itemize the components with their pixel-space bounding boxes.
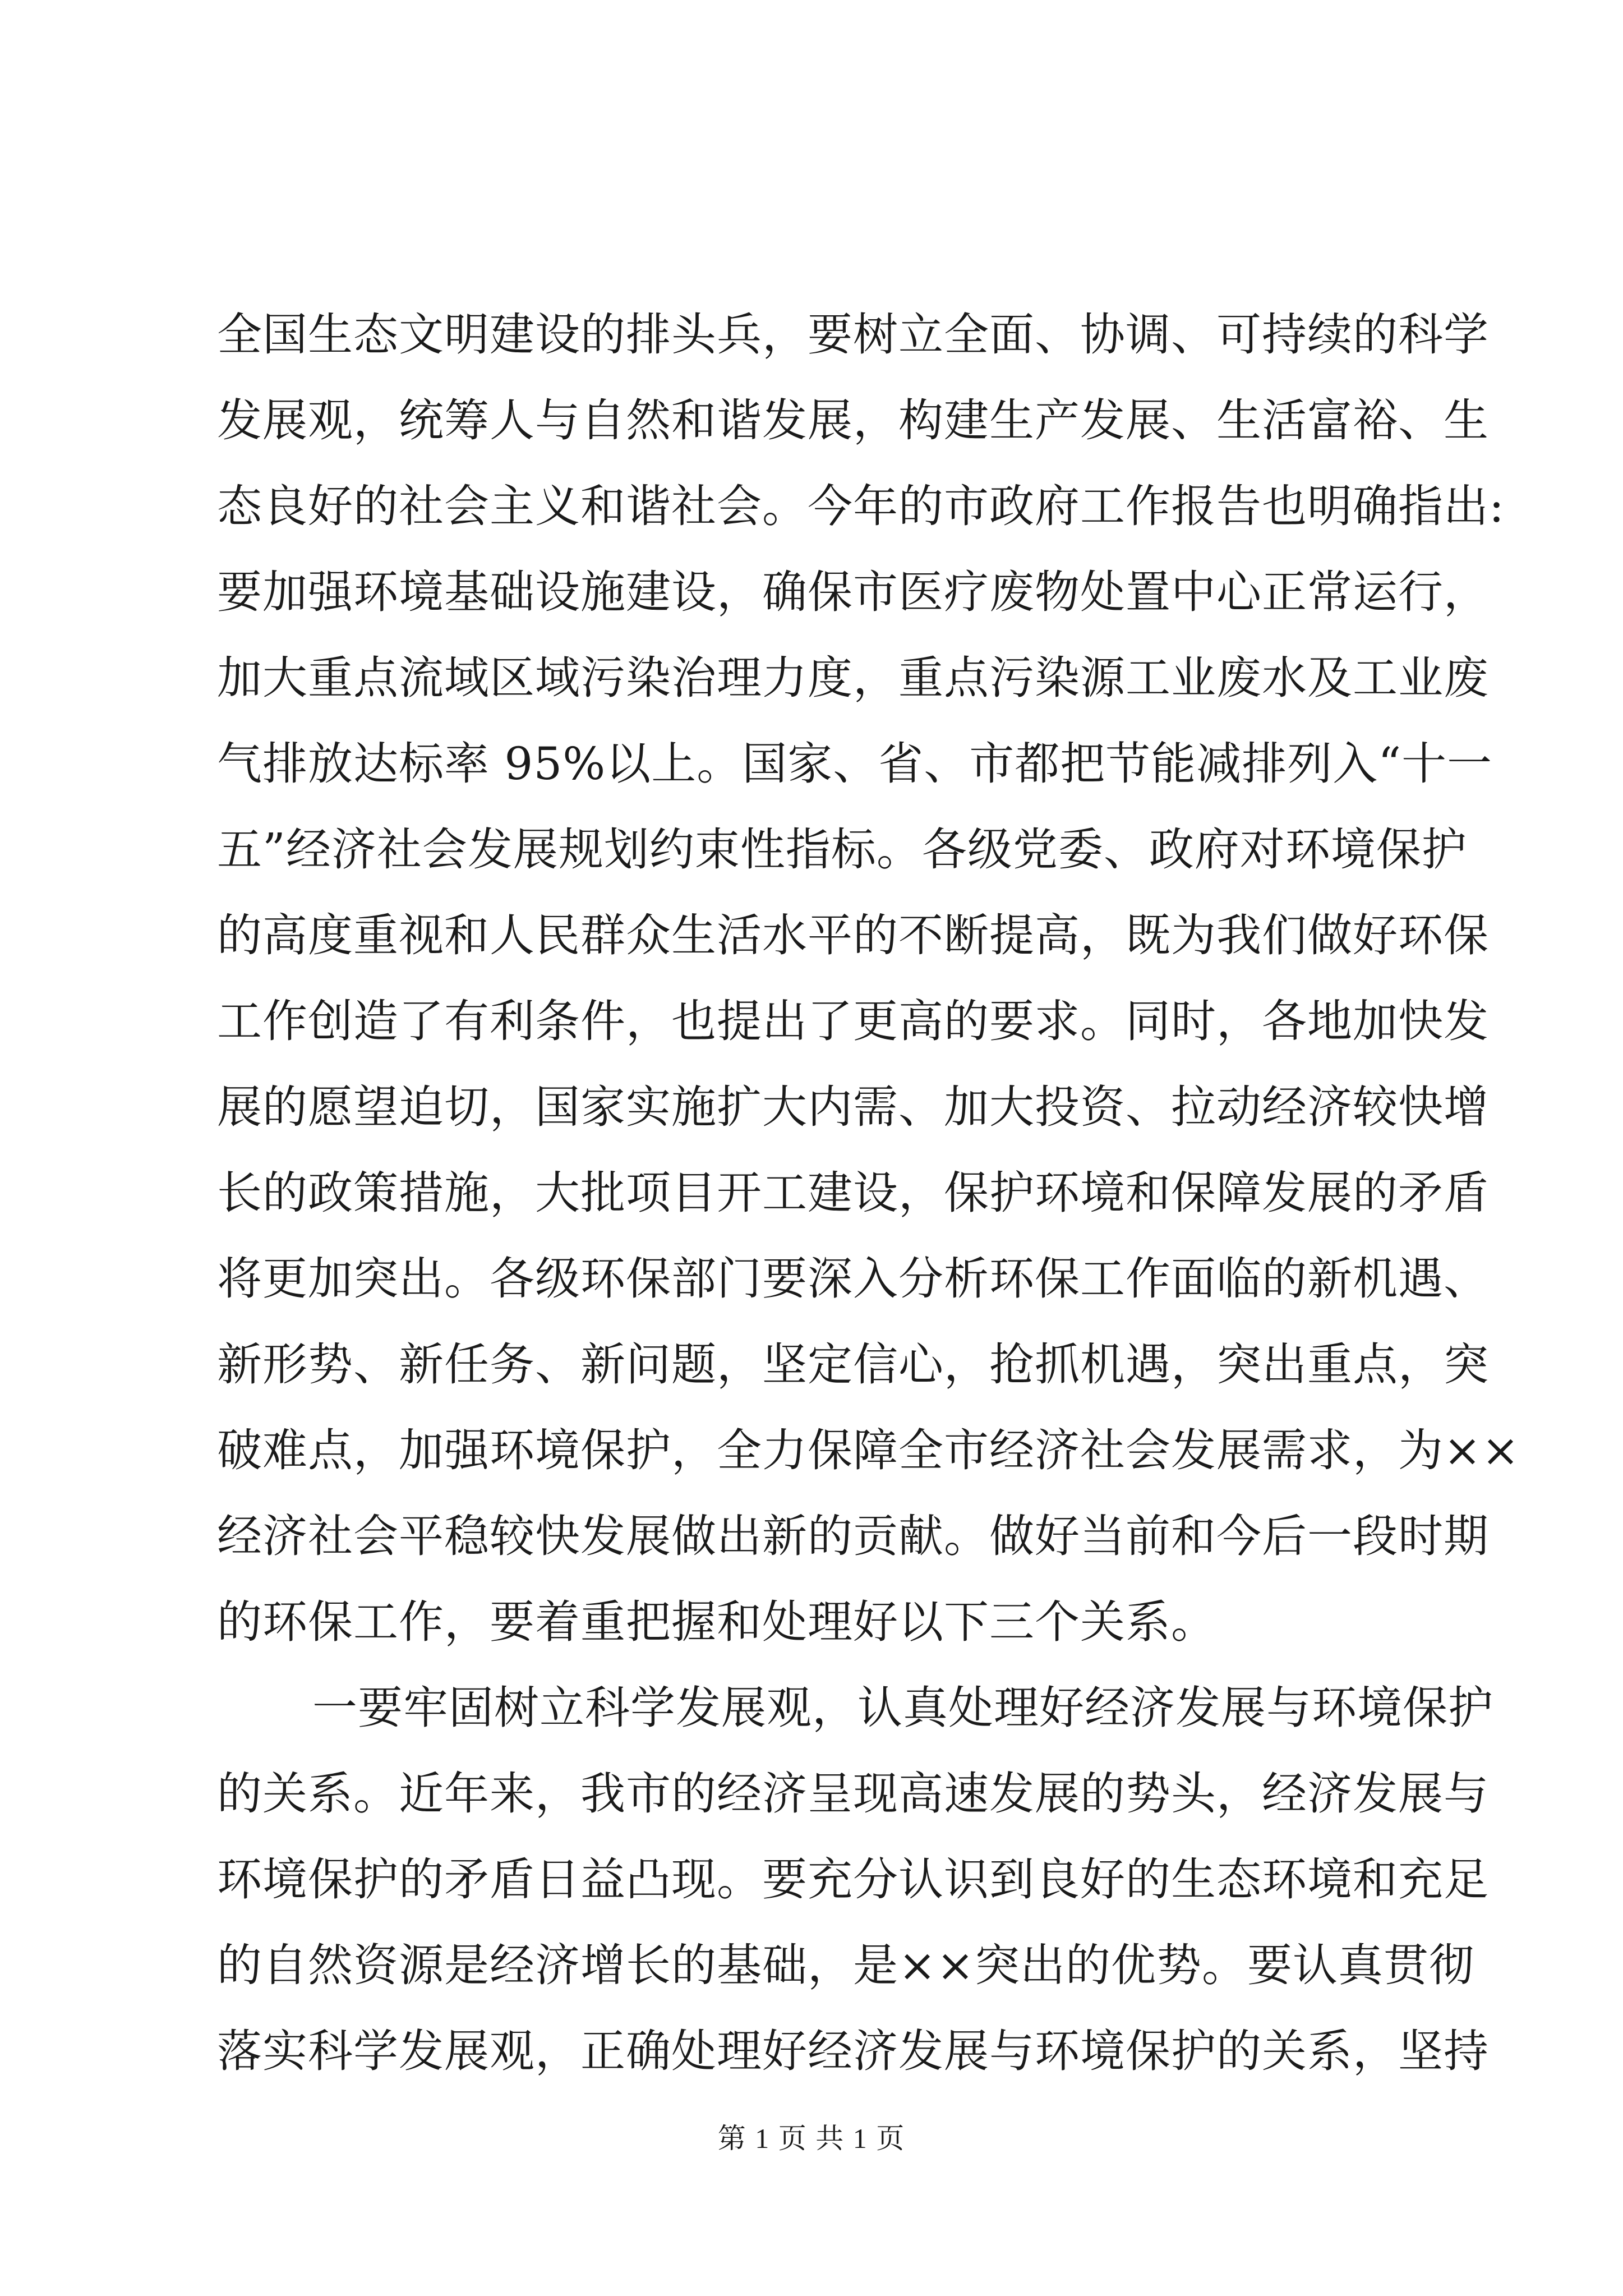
body-text: [217, 292, 1520, 2094]
text-line: 加大重点流域区域污染治理力度，重点污染源工业废水及工业废: [217, 652, 1489, 704]
text-line: 态良好的社会主义和谐社会。今年的市政府工作报告也明确指出:: [217, 480, 1505, 532]
text-line: 全国生态文明建设的排头兵，要树立全面、协调、可持续的科学: [217, 309, 1489, 361]
text-line: 破难点，加强环境保护，全力保障全市经济社会发展需求，为××: [217, 1424, 1520, 1476]
text-line: 经济社会平稳较快发展做出新的贡献。做好当前和今后一段时期: [217, 1510, 1489, 1562]
text-line: 一要牢固树立科学发展观，认真处理好经济发展与环境保护: [312, 1682, 1493, 1734]
text-line: 展的愿望迫切，国家实施扩大内需、加大投资、拉动经济较快增: [217, 1081, 1489, 1133]
text-line: 工作创造了有利条件，也提出了更高的要求。同时，各地加快发: [217, 995, 1489, 1047]
text-line: 环境保护的矛盾日益凸现。要充分认识到良好的生态环境和充足: [217, 1853, 1489, 1906]
text-line: 将更加突出。各级环保部门要深入分析环保工作面临的新机遇、: [217, 1253, 1489, 1305]
text-line: 的高度重视和人民群众生活水平的不断提高，既为我们做好环保: [217, 909, 1489, 961]
text-line: 五”经济社会发展规划约束性指标。各级党委、政府对环境保护: [217, 823, 1467, 876]
text-line: 气排放达标率 95%以上。国家、省、市都把节能减排列入“十一: [217, 738, 1493, 790]
text-line: 落实科学发展观，正确处理好经济发展与环境保护的关系，坚持: [217, 2025, 1489, 2077]
text-line: 要加强环境基础设施建设，确保市医疗废物处置中心正常运行，: [217, 566, 1489, 618]
text-line: 的自然资源是经济增长的基础，是××突出的优势。要认真贯彻: [217, 1939, 1475, 1991]
text-line: 的关系。近年来，我市的经济呈现高速发展的势头，经济发展与: [217, 1768, 1489, 1820]
text-line: 新形势、新任务、新问题，坚定信心，抢抓机遇，突出重点，突: [217, 1338, 1489, 1391]
page-footer: 第 1 页 共 1 页: [717, 2123, 906, 2154]
text-line: 长的政策措施，大批项目开工建设，保护环境和保障发展的矛盾: [217, 1167, 1489, 1219]
text-line: 发展观，统筹人与自然和谐发展，构建生产发展、生活富裕、生: [217, 394, 1489, 447]
text-line: 的环保工作，要着重把握和处理好以下三个关系。: [217, 1596, 1216, 1648]
